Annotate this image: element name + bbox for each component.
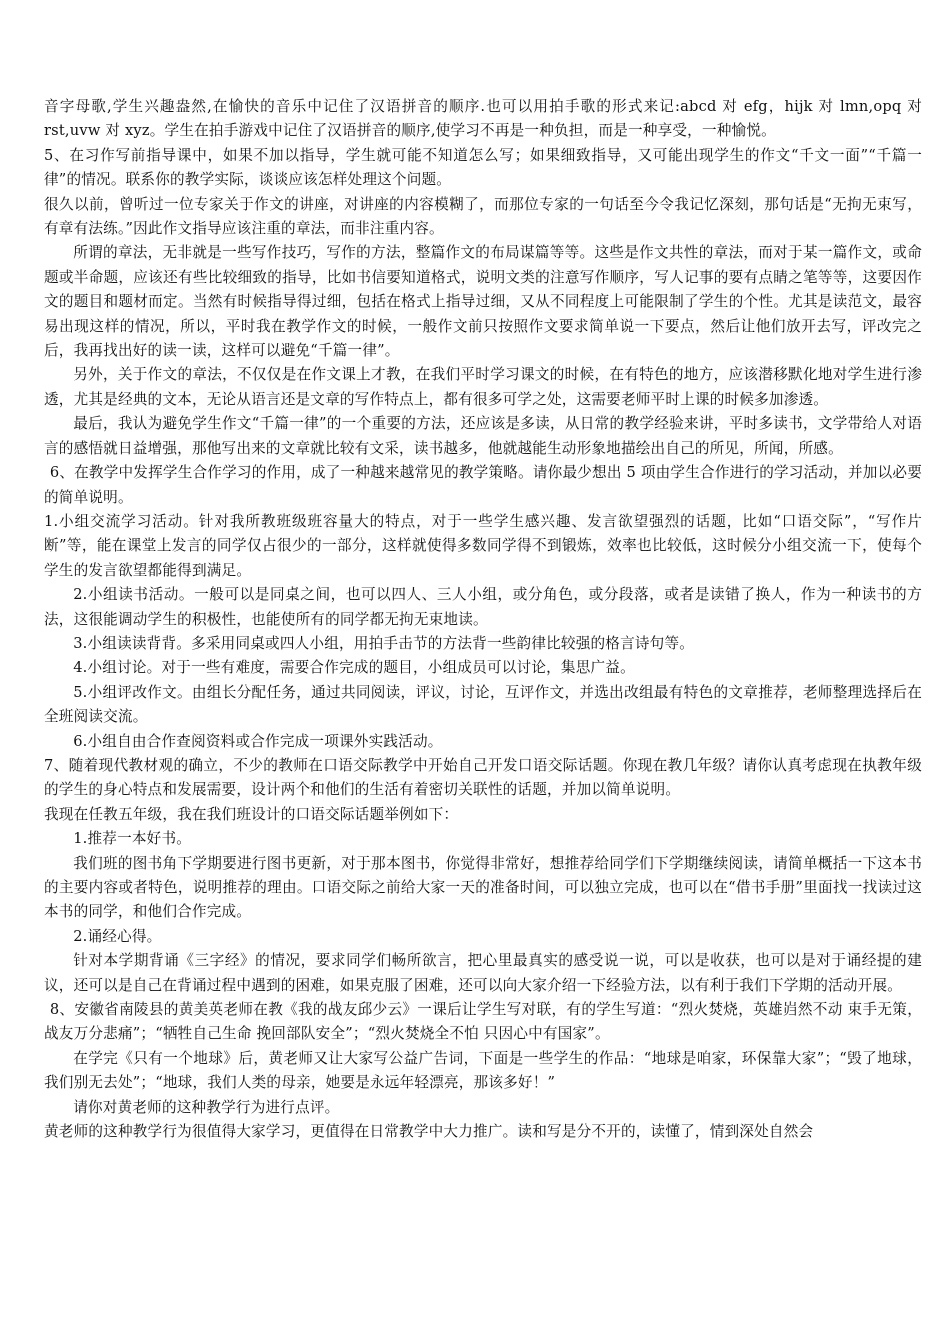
answer-7-topic-1-title: 1.推荐一本好书。	[73, 830, 192, 848]
question-5: 5、在习作写前指导课中，如果不加以指导，学生就可能不知道怎么写；如果细致指导，又可能出现学生的作文“千文一面”“千篇一律”的情况。联系你的教学实际，谈谈应该怎样处理这个问题。	[44, 146, 922, 189]
answer-5-method: 所谓的章法，无非就是一些写作技巧，写作的方法，整篇作文的布局谋篇等等。这些是作文共性的章法，而对于某一篇作文，或命题或半命题，应该还有些比较细致的指导，比如书信要知道格式，说明文类的注意写作顺序，写人记事的要有点睛之笔等等，这要因作文的题目和题材而定。当然有时候指导得过细，包括在格式上指导过细，又从不同程度上可能限制了学生的个性。尤其是读范文，最容易出现这样的情况，所以，平时我在教学作文的时候，一般作文前只按照作文要求简单说一下要点，然后让他们放开去写，评改完之后，我再找出好的读一读，这样可以避免“千篇一律”。	[44, 244, 922, 360]
answer-7-topic-1-body: 我们班的图书角下学期要进行图书更新，对于那本图书，你觉得非常好，想推荐给同学们下学期继续阅读，请简单概括一下这本书的主要内容或者特色，说明推荐的理由。口语交际之前给大家一天的准备时间，可以独立完成，也可以在“借书手册”里面找一找读过这本书的同学，和他们合作完成。	[44, 854, 922, 921]
question-8-continued: 在学完《只有一个地球》后，黄老师又让大家写公益广告词，下面是一些学生的作品：“地球是咱家，环保靠大家”；“毁了地球，我们别无去处”；“地球，我们人类的母亲，她要是永远年轻漂亮，那该多好！”	[44, 1049, 922, 1092]
answer-6-item-2: 2.小组读书活动。一般可以是同桌之间，也可以四人、三人小组，或分角色，或分段落，或者是读错了换人，作为一种读书的方法，这很能调动学生的积极性，也能使所有的同学都无拘无束地读。	[44, 586, 922, 628]
answer-6-item-3: 3.小组读读背背。多采用同桌或四人小组，用拍手击节的方法背一些韵律比较强的格言诗句等。	[73, 634, 695, 652]
answer-7-topic-2-body: 针对本学期背诵《三字经》的情况，要求同学们畅所欲言，把心里最真实的感受说一说，可以是收获，也可以是对于诵经提的建议，还可以是自己在背诵过程中遇到的困难，如果克服了困难，还可以向大家介绍一下经验方法，以有利于我们下学期的活动开展。	[44, 952, 922, 994]
answer-6-item-4: 4.小组讨论。对于一些有难度，需要合作完成的题目，小组成员可以讨论，集思广益。	[73, 659, 635, 677]
answer-6-item-1: 1.小组交流学习活动。针对我所教班级班容量大的特点，对于一些学生感兴趣、发言欲望强烈的话题，比如“口语交际”，“写作片断”等，能在课堂上发言的同学仅占很少的一部分，这样就使得多数同学得不到锻炼，效率也比较低，这时候分小组交流一下，使每个学生的发言欲望都能得到满足。	[44, 512, 922, 579]
answer-6-item-5: 5.小组评改作文。由组长分配任务，通过共同阅读，评议，讨论，互评作文，并选出改组最有特色的文章推荐，老师整理选择后在全班阅读交流。	[44, 683, 922, 726]
answer-7-intro: 我现在任教五年级，我在我们班设计的口语交际话题举例如下：	[44, 805, 459, 823]
question-7: 7、随着现代教材观的确立，不少的教师在口语交际教学中开始自己开发口语交际话题。你现在教几年级？请你认真考虑现在执教年级的学生的身心特点和发展需要，设计两个和他们的生活有着密切关联性的话题，并加以简单说明。	[44, 756, 922, 799]
answer-5-intro: 很久以前，曾听过一位专家关于作文的讲座，对讲座的内容模糊了，而那位专家的一句话至今令我记忆深刻，那句话是“无拘无束写，有章有法练。”因此作文指导应该注重的章法，而非注重内容。	[44, 195, 922, 238]
answer-8-start: 黄老师的这种教学行为很值得大家学习，更值得在日常教学中大力推广。读和写是分不开的，读懂了，情到深处自然会	[44, 1123, 814, 1141]
question-8: 8、安徽省南陵县的黄美英老师在教《我的战友邱少云》一课后让学生写对联，有的学生写道：“烈火焚烧，英雄岿然不动 束手无策，战友万分悲痛”；“牺牲自己生命 挽回部队安全”；“烈火焚烧全不怕 只因心中有国家”。	[44, 1001, 922, 1043]
answer-7-topic-2-title: 2.诵经心得。	[73, 927, 162, 945]
answer-5-conclusion: 最后，我认为避免学生作文“千篇一律”的一个重要的方法，还应该是多读，从日常的教学经验来讲，平时多读书，文学带给人对语言的感悟就日益增强，那他写出来的文章就比较有文采，读书越多，他就越能生动形象地描绘出自己的所见，所闻，所感。	[44, 415, 922, 457]
paragraph-pinyin-song: 音字母歌,学生兴趣盎然,在愉快的音乐中记住了汉语拼音的顺序.也可以用拍手歌的形式来记:abcd 对 efg，hijk 对 lmn,opq 对 rst,uvw 对 xyz。学生在拍手游戏中记住了汉语拼音的顺序,使学习不再是一种负担，而是一种享受，一种愉悦。	[44, 98, 922, 140]
question-6: 6、在教学中发挥学生合作学习的作用，成了一种越来越常见的教学策略。请你最少想出 5 项由学生合作进行的学习活动，并加以必要的简单说明。	[44, 464, 922, 506]
document-body	[44, 95, 922, 1144]
question-8-prompt: 请你对黄老师的这种教学行为进行点评。	[73, 1098, 340, 1116]
answer-5-additional: 另外，关于作文的章法，不仅仅是在作文课上才教，在我们平时学习课文的时候，在有特色的地方，应该潜移默化地对学生进行渗透，尤其是经典的文本，无论从语言还是文章的写作特点上，都有很多可学之处，这需要老师平时上课的时候多加渗透。	[44, 366, 922, 408]
answer-6-item-6: 6.小组自由合作查阅资料或合作完成一项课外实践活动。	[73, 732, 443, 750]
